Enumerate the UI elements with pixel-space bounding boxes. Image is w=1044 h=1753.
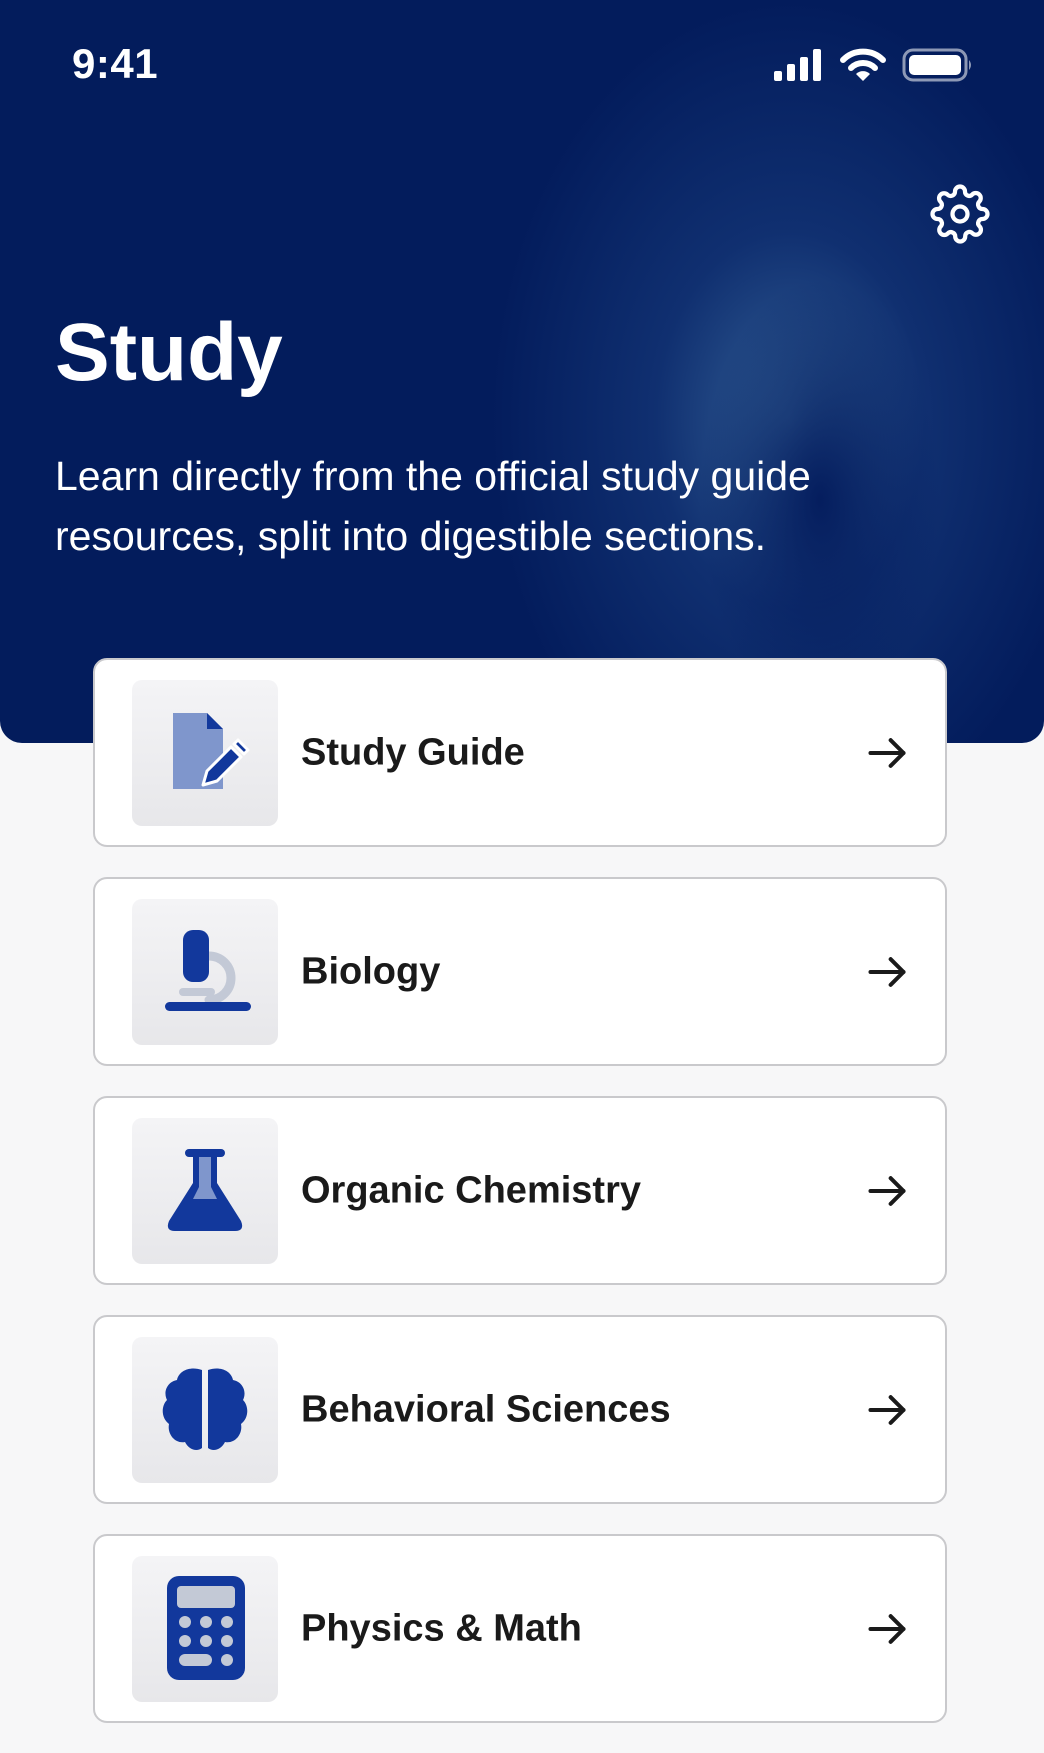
- arrow-right-icon: [863, 1386, 911, 1434]
- arrow-right-icon: [863, 729, 911, 777]
- document-edit-icon: [157, 703, 253, 804]
- card-label: Organic Chemistry: [301, 1169, 641, 1211]
- page-description: Learn directly from the official study guide resources, split into digestible sections.: [55, 453, 811, 559]
- card-icon-tile: [132, 899, 278, 1045]
- section-card-behavioral-sciences[interactable]: [93, 1315, 947, 1504]
- wifi-icon: [840, 48, 886, 87]
- section-card-organic-chemistry[interactable]: [93, 1096, 947, 1285]
- card-icon-tile: [132, 1556, 278, 1702]
- settings-button[interactable]: [928, 184, 992, 248]
- arrow-right-icon: [863, 1605, 911, 1653]
- card-icon-tile: [132, 1337, 278, 1483]
- status-icons: [774, 48, 974, 87]
- gear-icon: [930, 184, 990, 249]
- battery-icon: [902, 48, 974, 87]
- card-label: Biology: [301, 950, 441, 992]
- card-icon-tile: [132, 1118, 278, 1264]
- section-list: [93, 658, 947, 1753]
- brain-icon: [157, 1360, 253, 1461]
- card-label: Behavioral Sciences: [301, 1388, 671, 1430]
- section-card-physics-math[interactable]: [93, 1534, 947, 1723]
- card-icon-tile: [132, 680, 278, 826]
- status-time: 9:41: [72, 40, 159, 87]
- card-label: Study Guide: [301, 731, 525, 773]
- section-card-biology[interactable]: [93, 877, 947, 1066]
- page-title: Study: [55, 307, 283, 398]
- arrow-right-icon: [863, 1167, 911, 1215]
- calculator-icon: [157, 1572, 253, 1687]
- header-banner: [0, 0, 1044, 743]
- microscope-icon: [157, 922, 253, 1023]
- card-label: Physics & Math: [301, 1607, 582, 1649]
- arrow-right-icon: [863, 948, 911, 996]
- flask-icon: [157, 1141, 253, 1242]
- section-card-study-guide[interactable]: [93, 658, 947, 847]
- signal-icon: [774, 49, 824, 86]
